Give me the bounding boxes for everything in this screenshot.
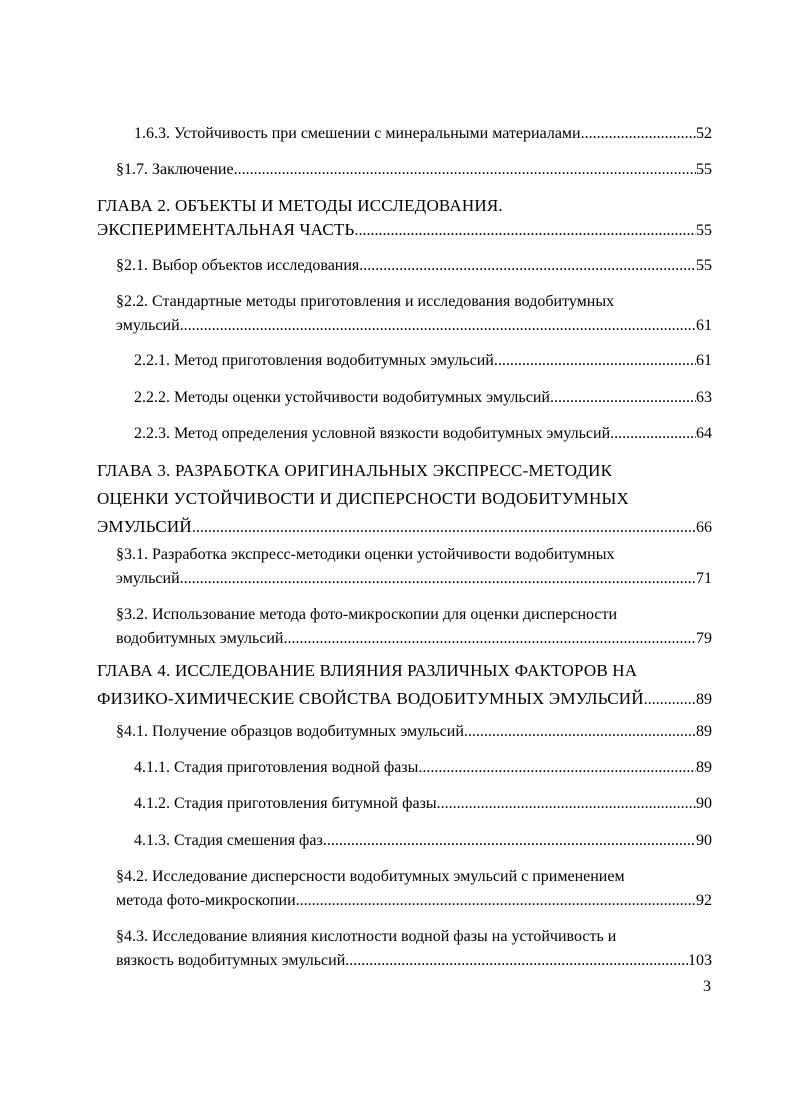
toc-entry-4-1-3[interactable] bbox=[134, 829, 712, 853]
toc-page-number: 55 bbox=[696, 161, 712, 178]
toc-chapter-title-line: ФИЗИКО-ХИМИЧЕСКИЕ СВОЙСТВА ВОДОБИТУМНЫХ ЭМУЛЬСИЙ bbox=[97, 689, 644, 708]
toc-entry-title: 4.1.3. Стадия смешения фаз bbox=[134, 832, 323, 849]
toc-entry-2-2-2[interactable] bbox=[134, 386, 712, 410]
toc-chapter-title-line: ЭКСПЕРИМЕНТАЛЬНАЯ ЧАСТЬ bbox=[97, 220, 355, 239]
toc-chapter-title-line: ЭМУЛЬСИЙ bbox=[97, 517, 192, 536]
toc-chapter-title-line: ГЛАВА 4. ИССЛЕДОВАНИЕ ВЛИЯНИЯ РАЗЛИЧНЫХ ФАКТОРОВ НА bbox=[97, 661, 638, 680]
toc-page-number: 66 bbox=[696, 519, 712, 536]
dot-leader bbox=[464, 720, 696, 744]
toc-page-number: 63 bbox=[696, 389, 712, 406]
dot-leader bbox=[234, 158, 696, 182]
toc-entry-1-6-3[interactable] bbox=[134, 122, 712, 146]
toc-entry-title: §2.1. Выбор объектов исследования bbox=[116, 257, 360, 274]
dot-leader bbox=[180, 314, 696, 338]
toc-entry-3-2[interactable] bbox=[116, 603, 712, 651]
toc-entry-4-1[interactable] bbox=[116, 720, 712, 744]
dot-leader bbox=[494, 349, 696, 373]
dot-leader bbox=[359, 254, 696, 278]
toc-entry-1-7[interactable] bbox=[116, 158, 712, 182]
toc-chapter-title-line: ОЦЕНКИ УСТОЙЧИВОСТИ И ДИСПЕРСНОСТИ ВОДОБИТУМНЫХ bbox=[97, 489, 629, 508]
toc-page-number: 61 bbox=[696, 317, 712, 334]
toc-entry-3-1[interactable] bbox=[116, 543, 712, 591]
dot-leader bbox=[349, 949, 688, 973]
dot-leader bbox=[550, 386, 696, 410]
toc-page-number: 89 bbox=[696, 759, 712, 776]
toc-entry-title-line: эмульсий bbox=[116, 317, 180, 334]
toc-entry-4-1-2[interactable] bbox=[134, 792, 712, 816]
toc-entry-title: 2.2.1. Метод приготовления водобитумных эмульсий bbox=[134, 352, 494, 369]
toc-entry-2-2-1[interactable] bbox=[134, 349, 712, 373]
toc-entry-4-3[interactable] bbox=[116, 925, 712, 973]
dot-leader bbox=[437, 792, 696, 816]
toc-page-number: 90 bbox=[696, 832, 712, 849]
toc-entry-title: 2.2.2. Методы оценки устойчивости водобитумных эмульсий bbox=[134, 389, 550, 406]
toc-entry-title-line: водобитумных эмульсий bbox=[116, 630, 284, 647]
toc-page-number: 103 bbox=[688, 952, 712, 969]
toc-entry-title-line: §3.1. Разработка экспресс-методики оценки устойчивости водобитумных bbox=[116, 546, 615, 563]
toc-entry-title-line: вязкость водобитумных эмульсий. bbox=[116, 952, 350, 969]
toc-page-number: 92 bbox=[696, 892, 712, 909]
toc-page-number: 89 bbox=[696, 723, 712, 740]
dot-leader bbox=[192, 516, 696, 540]
dot-leader bbox=[418, 756, 696, 780]
toc-entry-title: 4.1.2. Стадия приготовления битумной фазы bbox=[134, 795, 437, 812]
toc-chapter-title-line: ГЛАВА 2. ОБЪЕКТЫ И МЕТОДЫ ИССЛЕДОВАНИЯ. bbox=[97, 196, 503, 215]
toc-entry-title-line: §2.2. Стандартные методы приготовления и исследования водобитумных bbox=[116, 293, 615, 310]
dot-leader bbox=[284, 627, 697, 651]
dot-leader bbox=[354, 219, 696, 243]
toc-entry-title: 2.2.3. Метод определения условной вязкости водобитумных эмульсий bbox=[134, 425, 611, 442]
dot-leader bbox=[581, 122, 696, 146]
page-number: 3 bbox=[703, 978, 711, 995]
toc-entry-title: 1.6.3. Устойчивость при смешении с минеральными материалами bbox=[134, 125, 581, 142]
toc-entry-2-1[interactable] bbox=[116, 254, 712, 278]
toc-page-number: 64 bbox=[696, 425, 712, 442]
toc-entry-title-line: эмульсий bbox=[116, 570, 180, 587]
dot-leader bbox=[180, 567, 696, 591]
toc-entry-4-1-1[interactable] bbox=[134, 756, 712, 780]
toc-page-number: 89 bbox=[696, 691, 712, 708]
toc-chapter-4[interactable] bbox=[97, 659, 712, 711]
toc-page-number: 55 bbox=[696, 222, 712, 239]
toc-page-number: 61 bbox=[696, 352, 712, 369]
dot-leader bbox=[296, 889, 696, 913]
toc-page-number: 55 bbox=[696, 257, 712, 274]
toc-entry-title-line: метода фото-микроскопии bbox=[116, 892, 296, 909]
toc-entry-2-2[interactable] bbox=[116, 290, 712, 338]
toc-entry-title: §1.7. Заключение bbox=[116, 161, 234, 178]
toc-chapter-3[interactable] bbox=[97, 459, 712, 539]
toc-page-number: 52 bbox=[696, 125, 712, 142]
toc-entry-title-line: §4.2. Исследование дисперсности водобитумных эмульсий с применением bbox=[116, 868, 625, 885]
toc-page-number: 90 bbox=[696, 795, 712, 812]
toc-entry-title: §4.1. Получение образцов водобитумных эмульсий bbox=[116, 723, 464, 740]
dot-leader bbox=[323, 829, 696, 853]
toc-entry-4-2[interactable] bbox=[116, 865, 712, 913]
toc-page-number: 79 bbox=[696, 630, 712, 647]
toc-entry-2-2-3[interactable] bbox=[134, 422, 712, 446]
dot-leader bbox=[644, 688, 696, 712]
dot-leader bbox=[610, 422, 696, 446]
toc-entry-title-line: §3.2. Использование метода фото-микроскопии для оценки дисперсности bbox=[116, 606, 618, 623]
toc-page-number: 71 bbox=[696, 570, 712, 587]
toc-chapter-2[interactable] bbox=[97, 194, 712, 242]
toc-chapter-title-line: ГЛАВА 3. РАЗРАБОТКА ОРИГИНАЛЬНЫХ ЭКСПРЕСС-МЕТОДИК bbox=[97, 461, 613, 480]
toc-entry-title-line: §4.3. Исследование влияния кислотности водной фазы на устойчивость и bbox=[116, 928, 617, 945]
toc-entry-title: 4.1.1. Стадия приготовления водной фазы bbox=[134, 759, 419, 776]
